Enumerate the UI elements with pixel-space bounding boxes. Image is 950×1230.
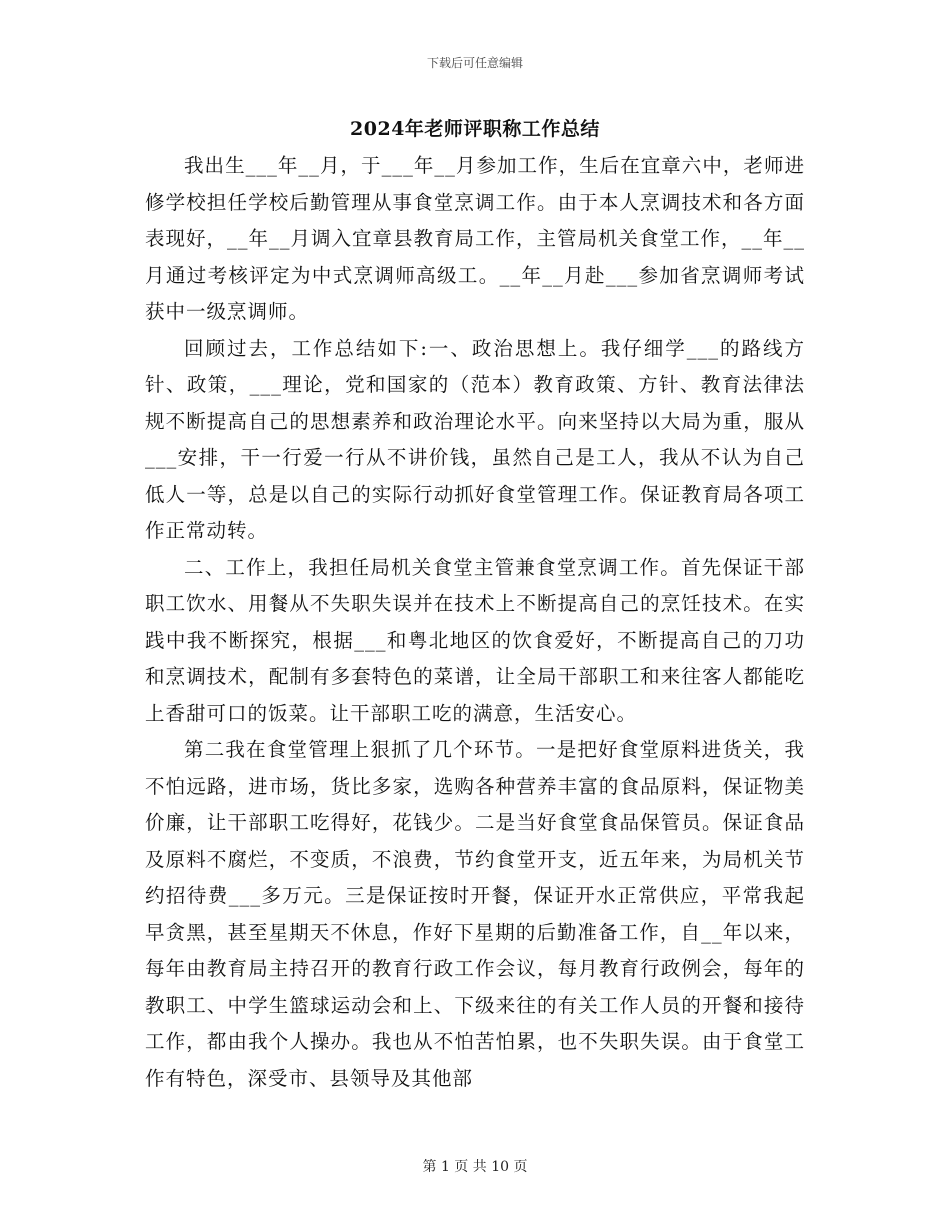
paragraph-intro: 我出生___年__月，于___年__月参加工作，生后在宜章六中，老师进修学校担任学校后勤管理从事食堂烹调工作。由于本人烹调技术和各方面表现好，__年__月调入宜章县教育局工作，主管局机关食堂工作，__年__月通过考核评定为中式烹调师高级工。__年__月赴___参加省烹调师考试获中一级烹调师。 [145, 154, 806, 323]
paragraph-work: 二、工作上，我担任局机关食堂主管兼食堂烹调工作。首先保证干部职工饮水、用餐从不失职失误并在技术上不断提高自己的烹饪技术。在实践中我不断探究，根据___和粤北地区的饮食爱好，不断提高自己的刀功和烹调技术，配制有多套特色的菜谱，让全局干部职工和来往客人都能吃上香甜可口的饭菜。让干部职工吃的满意，生活安心。 [145, 555, 805, 725]
page-header-note: 下载后可任意编辑 [426, 56, 523, 70]
paragraph-political: 回顾过去，工作总结如下:一、政治思想上。我仔细学___的路线方针、政策，___理论，党和国家的（范本）教育政策、方针、教育法律法规不断提高自己的思想素养和政治理论水平。向来坚持以大局为重，服从___安排，干一行爱一行从不讲价钱，虽然自己是工人，我从不认为自己低人一等，总是以自己的实际行动抓好食堂管理工作。保证教育局各项工作正常动转。 [145, 336, 805, 542]
page-footer-number: 第 1 页 共 10 页 [422, 1159, 528, 1175]
paragraph-management: 第二我在食堂管理上狠抓了几个环节。一是把好食堂原料进货关，我不怕远路，进市场，货比多家，选购各种营养丰富的食品原料，保证物美价廉，让干部职工吃得好，花钱少。二是当好食堂食品保管员。保证食品及原料不腐烂，不变质，不浪费，节约食堂开支，近五年来，为局机关节约招待费___多万元。三是保证按时开餐，保证开水正常供应，平常我起早贪黑，甚至星期天不休息，作好下星期的后勤准备工作，自__年以来，每年由教育局主持召开的教育行政工作会议，每月教育行政例会，每年的教职工、中学生篮球运动会和上、下级来往的有关工作人员的开餐和接待工作，都由我个人操办。我也从不怕苦怕累，也不失职失误。由于食堂工作有特色，深受市、县领导及其他部 [145, 738, 805, 1090]
document-body [145, 148, 805, 1097]
document-title: 2024年老师评职称工作总结 [350, 118, 600, 140]
